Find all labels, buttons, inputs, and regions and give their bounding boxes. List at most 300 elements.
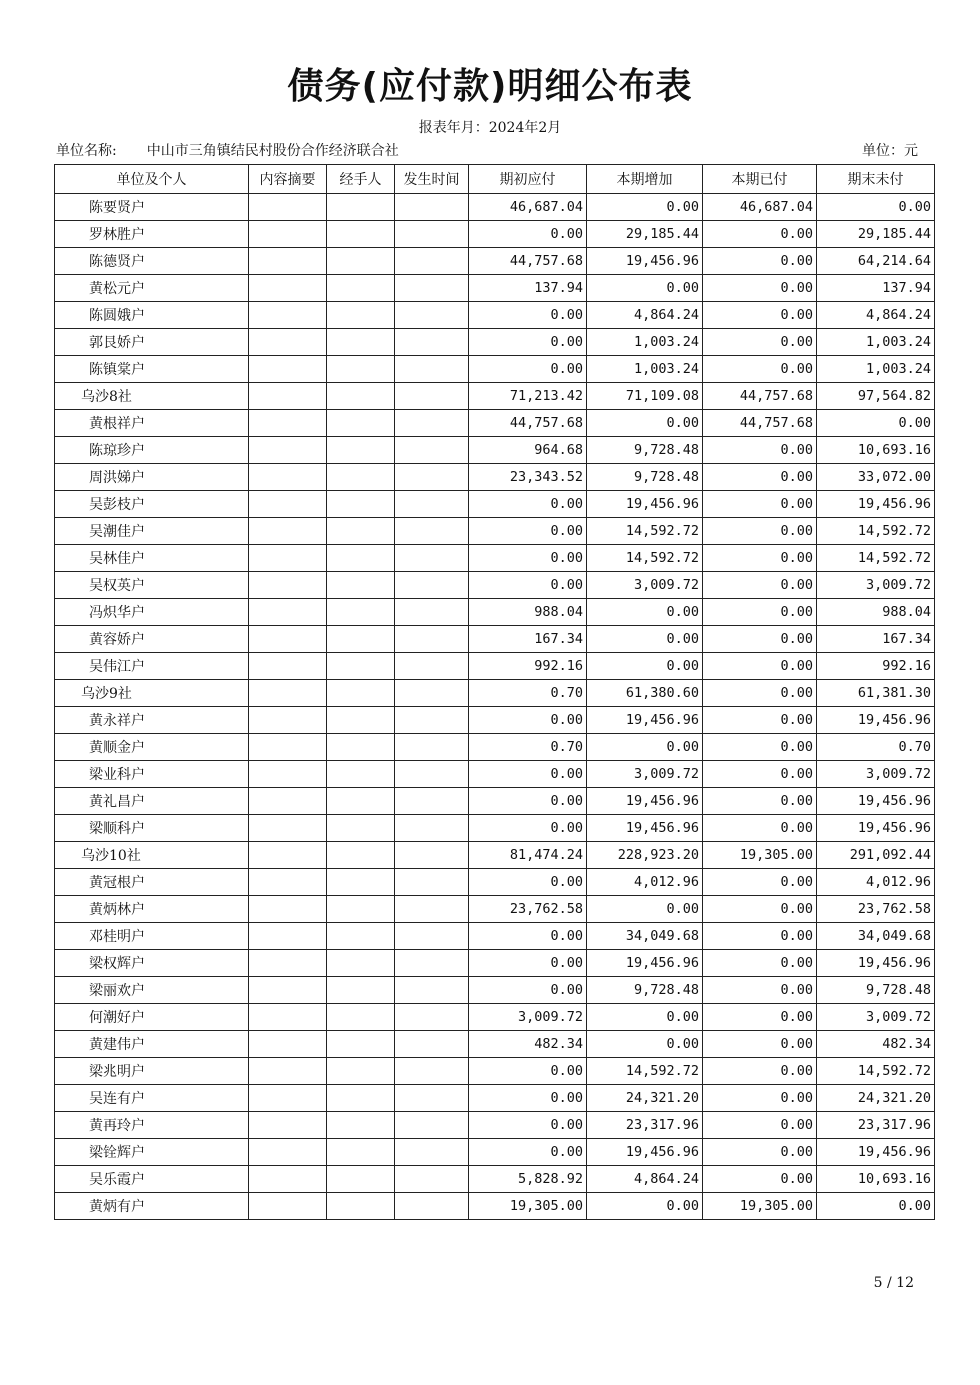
- closing-unpaid-cell: 19,456.96: [817, 815, 935, 842]
- paid-cell: 46,687.04: [703, 194, 817, 221]
- row-name-cell: 黄再玲户: [55, 1112, 249, 1139]
- handler-cell: [327, 923, 395, 950]
- paid-cell: 0.00: [703, 680, 817, 707]
- closing-unpaid-cell: 482.34: [817, 1031, 935, 1058]
- table-row: [55, 1031, 935, 1058]
- summary-cell: [249, 923, 327, 950]
- closing-unpaid-cell: 9,728.48: [817, 977, 935, 1004]
- row-name-cell: 黄松元户: [55, 275, 249, 302]
- increase-cell: 0.00: [587, 1004, 703, 1031]
- date-cell: [395, 788, 469, 815]
- date-cell: [395, 518, 469, 545]
- table-row: [55, 329, 935, 356]
- increase-cell: 19,456.96: [587, 707, 703, 734]
- opening-payable-cell: 0.00: [469, 788, 587, 815]
- date-cell: [395, 1004, 469, 1031]
- summary-cell: [249, 896, 327, 923]
- opening-payable-cell: 81,474.24: [469, 842, 587, 869]
- summary-cell: [249, 1004, 327, 1031]
- opening-payable-cell: 23,762.58: [469, 896, 587, 923]
- date-cell: [395, 707, 469, 734]
- handler-cell: [327, 1193, 395, 1220]
- summary-cell: [249, 1112, 327, 1139]
- closing-unpaid-cell: 10,693.16: [817, 437, 935, 464]
- handler-cell: [327, 572, 395, 599]
- closing-unpaid-cell: 14,592.72: [817, 518, 935, 545]
- table-row: [55, 761, 935, 788]
- table-row: [55, 896, 935, 923]
- handler-cell: [327, 599, 395, 626]
- closing-unpaid-cell: 0.00: [817, 1193, 935, 1220]
- row-name-cell: 吴权英户: [55, 572, 249, 599]
- row-name-cell: 陈要贤户: [55, 194, 249, 221]
- table-row: [55, 491, 935, 518]
- paid-cell: 0.00: [703, 788, 817, 815]
- handler-cell: [327, 545, 395, 572]
- summary-cell: [249, 545, 327, 572]
- paid-cell: 0.00: [703, 1058, 817, 1085]
- table-header-row: [55, 165, 935, 194]
- handler-cell: [327, 788, 395, 815]
- paid-cell: 0.00: [703, 1004, 817, 1031]
- unit-name-block: [56, 140, 399, 160]
- summary-cell: [249, 842, 327, 869]
- date-cell: [395, 977, 469, 1004]
- closing-unpaid-cell: 14,592.72: [817, 1058, 935, 1085]
- paid-cell: 0.00: [703, 1085, 817, 1112]
- table-row: [55, 1112, 935, 1139]
- increase-cell: 19,456.96: [587, 1139, 703, 1166]
- closing-unpaid-cell: 19,456.96: [817, 707, 935, 734]
- summary-cell: [249, 221, 327, 248]
- increase-cell: 19,456.96: [587, 248, 703, 275]
- closing-unpaid-cell: 14,592.72: [817, 545, 935, 572]
- opening-payable-cell: 0.00: [469, 1139, 587, 1166]
- summary-cell: [249, 518, 327, 545]
- increase-cell: 19,456.96: [587, 815, 703, 842]
- paid-cell: 0.00: [703, 275, 817, 302]
- column-header: 本期已付: [703, 165, 817, 194]
- table-row: [55, 275, 935, 302]
- handler-cell: [327, 275, 395, 302]
- summary-cell: [249, 248, 327, 275]
- closing-unpaid-cell: 988.04: [817, 599, 935, 626]
- handler-cell: [327, 248, 395, 275]
- paid-cell: 0.00: [703, 356, 817, 383]
- report-period: 报表年月：2024年2月: [418, 120, 562, 136]
- increase-cell: 1,003.24: [587, 356, 703, 383]
- date-cell: [395, 950, 469, 977]
- currency-unit: 单位：元: [862, 143, 918, 159]
- increase-cell: 9,728.48: [587, 437, 703, 464]
- increase-cell: 1,003.24: [587, 329, 703, 356]
- group-row: [55, 383, 935, 410]
- opening-payable-cell: 0.00: [469, 302, 587, 329]
- handler-cell: [327, 896, 395, 923]
- closing-unpaid-cell: 24,321.20: [817, 1085, 935, 1112]
- row-name-cell: 梁兆明户: [55, 1058, 249, 1085]
- table-row: [55, 869, 935, 896]
- opening-payable-cell: 0.00: [469, 572, 587, 599]
- closing-unpaid-cell: 61,381.30: [817, 680, 935, 707]
- date-cell: [395, 1193, 469, 1220]
- date-cell: [395, 194, 469, 221]
- opening-payable-cell: 0.00: [469, 545, 587, 572]
- increase-cell: 0.00: [587, 1193, 703, 1220]
- table-row: [55, 626, 935, 653]
- table-row: [55, 977, 935, 1004]
- row-name-cell: 罗林胜户: [55, 221, 249, 248]
- date-cell: [395, 1112, 469, 1139]
- date-cell: [395, 923, 469, 950]
- handler-cell: [327, 356, 395, 383]
- table-row: [55, 545, 935, 572]
- opening-payable-cell: 992.16: [469, 653, 587, 680]
- column-header: 单位及个人: [55, 165, 249, 194]
- paid-cell: 0.00: [703, 518, 817, 545]
- row-name-cell: 黄炳林户: [55, 896, 249, 923]
- date-cell: [395, 626, 469, 653]
- paid-cell: 19,305.00: [703, 842, 817, 869]
- handler-cell: [327, 653, 395, 680]
- closing-unpaid-cell: 97,564.82: [817, 383, 935, 410]
- summary-cell: [249, 950, 327, 977]
- table-row: [55, 437, 935, 464]
- increase-cell: 19,456.96: [587, 491, 703, 518]
- increase-cell: 19,456.96: [587, 950, 703, 977]
- increase-cell: 14,592.72: [587, 1058, 703, 1085]
- paid-cell: 0.00: [703, 707, 817, 734]
- closing-unpaid-cell: 3,009.72: [817, 1004, 935, 1031]
- column-header: 经手人: [327, 165, 395, 194]
- handler-cell: [327, 221, 395, 248]
- row-name-cell: 黄顺金户: [55, 734, 249, 761]
- handler-cell: [327, 464, 395, 491]
- increase-cell: 29,185.44: [587, 221, 703, 248]
- closing-unpaid-cell: 3,009.72: [817, 572, 935, 599]
- closing-unpaid-cell: 33,072.00: [817, 464, 935, 491]
- handler-cell: [327, 1031, 395, 1058]
- increase-cell: 3,009.72: [587, 761, 703, 788]
- handler-cell: [327, 1058, 395, 1085]
- paid-cell: 19,305.00: [703, 1193, 817, 1220]
- handler-cell: [327, 869, 395, 896]
- table-row: [55, 302, 935, 329]
- handler-cell: [327, 734, 395, 761]
- summary-cell: [249, 680, 327, 707]
- date-cell: [395, 896, 469, 923]
- increase-cell: 0.00: [587, 1031, 703, 1058]
- closing-unpaid-cell: 19,456.96: [817, 491, 935, 518]
- closing-unpaid-cell: 4,012.96: [817, 869, 935, 896]
- closing-unpaid-cell: 64,214.64: [817, 248, 935, 275]
- increase-cell: 0.00: [587, 410, 703, 437]
- table-row: [55, 518, 935, 545]
- date-cell: [395, 572, 469, 599]
- summary-cell: [249, 1031, 327, 1058]
- opening-payable-cell: 482.34: [469, 1031, 587, 1058]
- paid-cell: 0.00: [703, 248, 817, 275]
- table-row: [55, 950, 935, 977]
- closing-unpaid-cell: 4,864.24: [817, 302, 935, 329]
- paid-cell: 0.00: [703, 329, 817, 356]
- handler-cell: [327, 383, 395, 410]
- payables-table: [54, 164, 935, 1220]
- handler-cell: [327, 707, 395, 734]
- date-cell: [395, 1166, 469, 1193]
- increase-cell: 0.00: [587, 599, 703, 626]
- row-name-cell: 邓桂明户: [55, 923, 249, 950]
- date-cell: [395, 869, 469, 896]
- opening-payable-cell: 19,305.00: [469, 1193, 587, 1220]
- summary-cell: [249, 653, 327, 680]
- handler-cell: [327, 329, 395, 356]
- opening-payable-cell: 0.00: [469, 707, 587, 734]
- closing-unpaid-cell: 0.70: [817, 734, 935, 761]
- handler-cell: [327, 626, 395, 653]
- increase-cell: 3,009.72: [587, 572, 703, 599]
- increase-cell: 0.00: [587, 734, 703, 761]
- summary-cell: [249, 815, 327, 842]
- row-name-cell: 吴潮佳户: [55, 518, 249, 545]
- paid-cell: 44,757.68: [703, 410, 817, 437]
- paid-cell: 0.00: [703, 1112, 817, 1139]
- table-row: [55, 464, 935, 491]
- paid-cell: 0.00: [703, 437, 817, 464]
- date-cell: [395, 464, 469, 491]
- closing-unpaid-cell: 23,762.58: [817, 896, 935, 923]
- row-name-cell: 黄冠根户: [55, 869, 249, 896]
- table-row: [55, 1058, 935, 1085]
- table-row: [55, 1004, 935, 1031]
- summary-cell: [249, 194, 327, 221]
- opening-payable-cell: 0.00: [469, 356, 587, 383]
- opening-payable-cell: 0.00: [469, 518, 587, 545]
- row-name-cell: 乌沙10社: [55, 842, 249, 869]
- row-name-cell: 乌沙8社: [55, 383, 249, 410]
- column-header: 本期增加: [587, 165, 703, 194]
- opening-payable-cell: 0.00: [469, 950, 587, 977]
- increase-cell: 0.00: [587, 653, 703, 680]
- summary-cell: [249, 1193, 327, 1220]
- paid-cell: 0.00: [703, 734, 817, 761]
- summary-cell: [249, 1058, 327, 1085]
- table-body: [55, 194, 935, 1220]
- closing-unpaid-cell: 19,456.96: [817, 788, 935, 815]
- increase-cell: 14,592.72: [587, 545, 703, 572]
- paid-cell: 0.00: [703, 1166, 817, 1193]
- unit-info-row: [56, 140, 918, 162]
- summary-cell: [249, 1139, 327, 1166]
- closing-unpaid-cell: 3,009.72: [817, 761, 935, 788]
- group-row: [55, 842, 935, 869]
- handler-cell: [327, 518, 395, 545]
- row-name-cell: 陈德贤户: [55, 248, 249, 275]
- opening-payable-cell: 0.00: [469, 1112, 587, 1139]
- row-name-cell: 陈圆娥户: [55, 302, 249, 329]
- table-row: [55, 815, 935, 842]
- document-title: 债务(应付款)明细公布表: [287, 66, 693, 107]
- increase-cell: 0.00: [587, 275, 703, 302]
- table-row: [55, 194, 935, 221]
- closing-unpaid-cell: 137.94: [817, 275, 935, 302]
- opening-payable-cell: 0.00: [469, 1085, 587, 1112]
- opening-payable-cell: 0.00: [469, 329, 587, 356]
- handler-cell: [327, 437, 395, 464]
- table-row: [55, 248, 935, 275]
- row-name-cell: 黄永祥户: [55, 707, 249, 734]
- summary-cell: [249, 491, 327, 518]
- closing-unpaid-cell: 10,693.16: [817, 1166, 935, 1193]
- row-name-cell: 吴连有户: [55, 1085, 249, 1112]
- opening-payable-cell: 23,343.52: [469, 464, 587, 491]
- handler-cell: [327, 1139, 395, 1166]
- table-row: [55, 1139, 935, 1166]
- handler-cell: [327, 1085, 395, 1112]
- row-name-cell: 黄容娇户: [55, 626, 249, 653]
- summary-cell: [249, 707, 327, 734]
- handler-cell: [327, 680, 395, 707]
- paid-cell: 0.00: [703, 1139, 817, 1166]
- increase-cell: 71,109.08: [587, 383, 703, 410]
- opening-payable-cell: 0.70: [469, 680, 587, 707]
- row-name-cell: 陈镇棠户: [55, 356, 249, 383]
- column-header: 发生时间: [395, 165, 469, 194]
- unit-name-label: 单位名称:: [56, 143, 117, 159]
- opening-payable-cell: 71,213.42: [469, 383, 587, 410]
- table-row: [55, 356, 935, 383]
- opening-payable-cell: 0.70: [469, 734, 587, 761]
- handler-cell: [327, 410, 395, 437]
- paid-cell: 0.00: [703, 950, 817, 977]
- row-name-cell: 乌沙9社: [55, 680, 249, 707]
- row-name-cell: 吴伟江户: [55, 653, 249, 680]
- summary-cell: [249, 356, 327, 383]
- group-row: [55, 680, 935, 707]
- table-row: [55, 1085, 935, 1112]
- table-row: [55, 1193, 935, 1220]
- summary-cell: [249, 329, 327, 356]
- date-cell: [395, 437, 469, 464]
- increase-cell: 24,321.20: [587, 1085, 703, 1112]
- paid-cell: 44,757.68: [703, 383, 817, 410]
- date-cell: [395, 599, 469, 626]
- handler-cell: [327, 815, 395, 842]
- opening-payable-cell: 0.00: [469, 761, 587, 788]
- increase-cell: 34,049.68: [587, 923, 703, 950]
- date-cell: [395, 275, 469, 302]
- table-row: [55, 923, 935, 950]
- closing-unpaid-cell: 992.16: [817, 653, 935, 680]
- increase-cell: 14,592.72: [587, 518, 703, 545]
- row-name-cell: 梁业科户: [55, 761, 249, 788]
- date-cell: [395, 1031, 469, 1058]
- handler-cell: [327, 1112, 395, 1139]
- closing-unpaid-cell: 34,049.68: [817, 923, 935, 950]
- paid-cell: 0.00: [703, 761, 817, 788]
- paid-cell: 0.00: [703, 599, 817, 626]
- closing-unpaid-cell: 167.34: [817, 626, 935, 653]
- closing-unpaid-cell: 29,185.44: [817, 221, 935, 248]
- opening-payable-cell: 0.00: [469, 869, 587, 896]
- opening-payable-cell: 0.00: [469, 491, 587, 518]
- row-name-cell: 黄建伟户: [55, 1031, 249, 1058]
- summary-cell: [249, 302, 327, 329]
- column-header: 期末未付: [817, 165, 935, 194]
- date-cell: [395, 356, 469, 383]
- unit-name: 中山市三角镇结民村股份合作经济联合社: [146, 143, 399, 159]
- paid-cell: 0.00: [703, 221, 817, 248]
- date-cell: [395, 302, 469, 329]
- increase-cell: 23,317.96: [587, 1112, 703, 1139]
- opening-payable-cell: 0.00: [469, 1058, 587, 1085]
- paid-cell: 0.00: [703, 302, 817, 329]
- handler-cell: [327, 950, 395, 977]
- closing-unpaid-cell: 291,092.44: [817, 842, 935, 869]
- summary-cell: [249, 788, 327, 815]
- handler-cell: [327, 194, 395, 221]
- row-name-cell: 梁丽欢户: [55, 977, 249, 1004]
- row-name-cell: 吴林佳户: [55, 545, 249, 572]
- closing-unpaid-cell: 0.00: [817, 194, 935, 221]
- paid-cell: 0.00: [703, 464, 817, 491]
- date-cell: [395, 761, 469, 788]
- paid-cell: 0.00: [703, 869, 817, 896]
- increase-cell: 4,012.96: [587, 869, 703, 896]
- closing-unpaid-cell: 19,456.96: [817, 950, 935, 977]
- paid-cell: 0.00: [703, 977, 817, 1004]
- handler-cell: [327, 302, 395, 329]
- opening-payable-cell: 44,757.68: [469, 248, 587, 275]
- table-row: [55, 653, 935, 680]
- closing-unpaid-cell: 1,003.24: [817, 356, 935, 383]
- row-name-cell: 周洪娣户: [55, 464, 249, 491]
- opening-payable-cell: 0.00: [469, 977, 587, 1004]
- row-name-cell: 梁顺科户: [55, 815, 249, 842]
- opening-payable-cell: 3,009.72: [469, 1004, 587, 1031]
- date-cell: [395, 1085, 469, 1112]
- date-cell: [395, 1139, 469, 1166]
- row-name-cell: 冯炽华户: [55, 599, 249, 626]
- row-name-cell: 黄炳有户: [55, 1193, 249, 1220]
- paid-cell: 0.00: [703, 815, 817, 842]
- date-cell: [395, 545, 469, 572]
- increase-cell: 0.00: [587, 896, 703, 923]
- summary-cell: [249, 464, 327, 491]
- date-cell: [395, 248, 469, 275]
- opening-payable-cell: 5,828.92: [469, 1166, 587, 1193]
- row-name-cell: 郭艮娇户: [55, 329, 249, 356]
- handler-cell: [327, 1166, 395, 1193]
- row-name-cell: 黄根祥户: [55, 410, 249, 437]
- date-cell: [395, 383, 469, 410]
- row-name-cell: 何潮好户: [55, 1004, 249, 1031]
- increase-cell: 4,864.24: [587, 302, 703, 329]
- handler-cell: [327, 761, 395, 788]
- date-cell: [395, 410, 469, 437]
- paid-cell: 0.00: [703, 653, 817, 680]
- row-name-cell: 梁权辉户: [55, 950, 249, 977]
- paid-cell: 0.00: [703, 491, 817, 518]
- increase-cell: 61,380.60: [587, 680, 703, 707]
- handler-cell: [327, 977, 395, 1004]
- opening-payable-cell: 988.04: [469, 599, 587, 626]
- summary-cell: [249, 1085, 327, 1112]
- table-row: [55, 734, 935, 761]
- handler-cell: [327, 1004, 395, 1031]
- summary-cell: [249, 734, 327, 761]
- closing-unpaid-cell: 1,003.24: [817, 329, 935, 356]
